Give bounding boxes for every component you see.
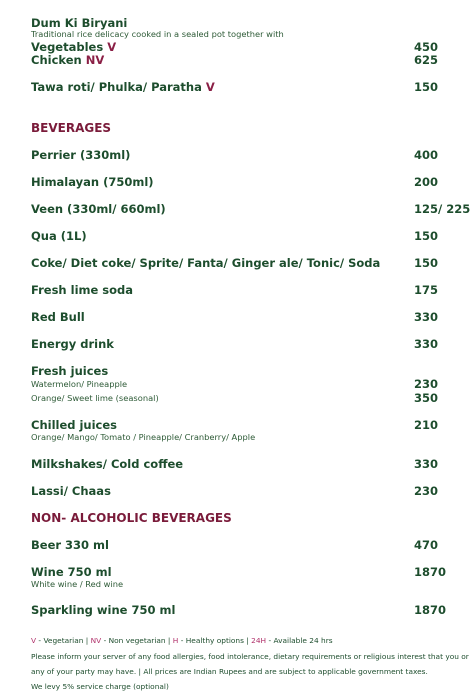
menu-item-milkshakes: Milkshakes/ Cold coffee	[31, 457, 184, 471]
menu-item: Qua (1L)	[31, 229, 87, 243]
nonveg-tag: NV	[85, 53, 105, 67]
veg-tag: V	[107, 40, 117, 54]
menu-item-fresh-juices: Fresh juices	[31, 364, 109, 378]
legend-nonveg-text: - Non vegetarian |	[103, 636, 171, 645]
item-label: Tawa roti/ Phulka/ Paratha	[31, 80, 202, 94]
legend-line	[31, 636, 333, 645]
item-price: 1870	[414, 565, 447, 579]
item-price: 230	[414, 377, 439, 391]
item-price: 125/ 225	[414, 202, 471, 216]
menu-item: Red Bull	[31, 310, 85, 324]
item-price: 625	[414, 53, 439, 67]
item-label: Chicken	[31, 53, 82, 67]
item-label: Vegetables	[31, 40, 104, 54]
item-price: 150	[414, 80, 439, 94]
item-price: 210	[414, 418, 439, 432]
item-subtitle: Orange/ Mango/ Tomato / Pineapple/ Cranberry/ Apple	[31, 432, 256, 442]
item-price: 400	[414, 148, 439, 162]
menu-item-lassi: Lassi/ Chaas	[31, 484, 111, 498]
menu-item-sparkling-wine: Sparkling wine 750 ml	[31, 603, 176, 617]
legend-veg-tag: V	[31, 636, 37, 645]
menu-item: Energy drink	[31, 337, 114, 351]
menu-item-wine: Wine 750 ml	[31, 565, 112, 579]
legend-healthy-text: - Healthy options |	[180, 636, 249, 645]
footer-note-allergies: Please inform your server of any food allergies, food intolerance, dietary requirements or religious interest that you or	[31, 652, 469, 661]
item-price: 470	[414, 538, 439, 552]
item-price: 1870	[414, 603, 447, 617]
section-heading-beverages: BEVERAGES	[31, 121, 112, 135]
menu-item: Veen (330ml/ 660ml)	[31, 202, 166, 216]
menu-item-vegetables	[31, 40, 116, 54]
item-price: 330	[414, 457, 439, 471]
item-price: 450	[414, 40, 439, 54]
item-subtitle: Watermelon/ Pineapple	[31, 379, 128, 389]
item-price: 175	[414, 283, 439, 297]
section-heading-non-alcoholic: NON- ALCOHOLIC BEVERAGES	[31, 511, 232, 525]
footer-note-prices: any of your party may have. | All prices are Indian Rupees and are subject to applicable government taxes.	[31, 667, 428, 676]
item-subtitle: Orange/ Sweet lime (seasonal)	[31, 393, 159, 403]
biryani-description: Traditional rice delicacy cooked in a sealed pot together with	[31, 29, 284, 39]
legend-veg-text: - Vegetarian |	[38, 636, 89, 645]
menu-item-roti	[31, 80, 215, 94]
menu-item: Fresh lime soda	[31, 283, 134, 297]
menu-item-chilled-juices: Chilled juices	[31, 418, 118, 432]
item-price: 330	[414, 337, 439, 351]
footer-note-service-charge: We levy 5% service charge (optional)	[31, 682, 169, 691]
item-price: 150	[414, 229, 439, 243]
item-price: 350	[414, 391, 439, 405]
biryani-title: Dum Ki Biryani	[31, 16, 128, 30]
item-price: 200	[414, 175, 439, 189]
menu-item-beer: Beer 330 ml	[31, 538, 109, 552]
legend-healthy-tag: H	[172, 636, 179, 645]
item-price: 150	[414, 256, 439, 270]
item-subtitle: White wine / Red wine	[31, 579, 124, 589]
legend-24h-text: - Available 24 hrs	[268, 636, 333, 645]
menu-item: Coke/ Diet coke/ Sprite/ Fanta/ Ginger ale/ Tonic/ Soda	[31, 256, 381, 270]
menu-item: Himalayan (750ml)	[31, 175, 154, 189]
item-price: 330	[414, 310, 439, 324]
veg-tag: V	[205, 80, 215, 94]
item-price: 230	[414, 484, 439, 498]
legend-nonveg-tag: NV	[90, 636, 102, 645]
menu-item: Perrier (330ml)	[31, 148, 131, 162]
legend-24h-tag: 24H	[251, 636, 267, 645]
menu-item-chicken	[31, 53, 104, 67]
